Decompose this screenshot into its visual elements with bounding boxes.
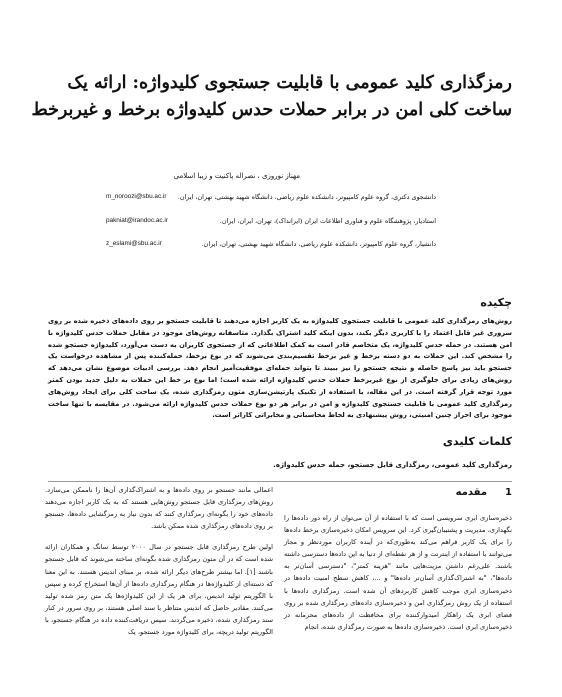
affiliation-3 (106, 240, 436, 248)
affiliation-email[interactable]: m_noroozi@sbu.ac.ir (106, 193, 167, 200)
abstract-heading: چکیده (480, 296, 512, 309)
affiliation-text: دانشیار، گروه علوم کامپیوتر، دانشکده علوم ریاضی، دانشگاه شهید بهشتی، تهران، ایران. (201, 240, 436, 248)
section-title: مقدمه (455, 487, 488, 498)
divider (48, 481, 512, 482)
affiliation-2 (106, 217, 436, 225)
intro-heading (456, 487, 512, 498)
column-left (45, 484, 273, 647)
keywords-heading: کلمات کلیدی (442, 435, 512, 448)
paragraph: اعمالی مانند جستجو بر روی داده‌ها و به اشتراک‌گذاری آن‌ها را ناممکن می‌سازد. روش‌های رمزگذاری قابل جستجو روش‌هایی هستند که به یک کاربر اجازه می‌دهند داده‌های خود را بگونه‌ای رمزگذاری کنند که بدون نیاز به رمزگشایی داده‌ها، جستجو بر روی داده‌های رمزگذاری شده ممکن باشد. (45, 486, 273, 531)
affiliation-text: دانشجوی دکتری، گروه علوم کامپیوتر، دانشکده علوم ریاضی، دانشگاه شهید بهشتی، تهران، ایران. (177, 193, 436, 201)
abstract-text: روش‌های رمزگذاری کلید عمومی با قابلیت جستجوی کلیدواژه به یک کاربر اجازه می‌دهند تا قابلیت جستجو بر روی داده‌های ذخیره شده بر روی سروری غیر قابل اعتماد را با کاربری دیگر بکند، بدون اینکه کلید اشتراک بگذارد. متاسفانه روش‌های موجود در مقابل حملات حدس کلیدواژه نا امن هستند. در حمله حدس کلیدواژه، یک متخاصم قادر است به کمک اطلاعاتی که از جستجوی کاربران به دست می‌آورد، کلیدواژه جستجو شده را مشخص کند. این حملات به دو دسته برخط و غیر برخط تقسیم‌بندی می‌شوند که در نوع برخط، حمله‌کننده پس از مشاهده درخواست یک جستجو باید نیز پاسخ حاصله و نتیجه جستجو را نیز ببیند تا بتواند حمله‌ای موفقیت‌آمیز انجام دهد. بررسی ادبیات موضوع نشان می‌دهد که روش‌های زیادی برای جلوگیری از نوع غیربرخط حملات حدس کلیدواژه ارائه شده است؛ اما نوع بر خط این حملات به دلیل جدید بودن کمتر مورد توجه قرار گرفته است. در این مقاله، با استفاده از تکنیک پارتیشن‌سازی متون رمزگذاری شده، یک ساخت کلی برای ایجاد روش‌های رمزگذاری کلید عمومی با قابلیت جستجوی کلیدواژه و امن در برابر هر دو نوع حملات حدس کلیدواژه ارائه می‌شود. در مقایسه با تنها ساخت موجود برای احراز چنین امنیتی، روش پیشنهادی به لحاظ محاسباتی و مخابراتی کاراتر است. (48, 317, 512, 420)
affiliation-1 (106, 193, 436, 201)
keywords-text: رمزگذاری کلید عمومی، رمزگذاری قابل جستجو، حمله حدس کلیدواژه. (273, 461, 512, 469)
paragraph: ذخیره‌سازی ابری سرویسی است که با استفاده از آن می‌توان از راه دور داده‌ها را نگهداری، مدیریت و پشتیبان‌گیری کرد. این سرویس امکان ذخیره‌سازی برخط داده‌ها را برای یک کاربر فراهم می‌کند به‌طوری‌که در آینده کاربران موردنظر و مجاز می‌توانند با استفاده از اینترنت و از هر نقطه‌ای از دنیا به این داده‌ها دسترسی داشته باشند. علی‌رغم داشتن مزیت‌هایی مانند "هزینه کمتر"، "دسترسی آسان‌تر به داده‌ها"، "به اشتراک‌گذاری آسان‌تر داده‌ها" و ...، کاهش سطح امنیت داده‌ها در ذخیره‌سازی ابری موجب کاهش کاربردهای آن شده است. رمزگذاری داده‌ها با استفاده از یک روش رمزگذاری امن و ذخیره‌سازی داده‌های رمزگذاری شده بر روی فضای ابری یک راهکار امیدوارکننده برای محافظت از داده‌های محرمانه در ذخیره‌سازی ابری است. ذخیره‌سازی داده‌ها به صورت رمزگذاری شده، انجام (284, 514, 512, 631)
section-number: 1 (505, 487, 512, 498)
authors: مهناز نوروزی ، نصراله پاکنیت و زیبا اسلامی (173, 172, 300, 180)
affiliation-email[interactable]: pakniat@irandoc.ac.ir (106, 217, 168, 224)
paper-title: رمزگذاری کلید عمومی با قابلیت جستجوی کلیدواژه: ارائه یک ساخت کلی امن در برابر حملات حدس کلیدواژه برخط و غیربرخط (31, 73, 512, 120)
paragraph: اولین طرح رمزگذاری قابل جستجو در سال ۲۰۰۰ توسط سانگ و همکاران ارائه شده است که در آن متون رمزگذاری شده بگونه‌ای ساخته می‌شوند که قابل جستجو باشند [۱]. اما بیشتر طرح‌های دیگر ارائه شده، بر مبنای اندیس هستند. به این معنا که دسته‌ای از کلیدواژه‌ها در هنگام رمزگذاری داده‌ها از آن‌ها استخراج کرده و سپس با الگوریتم تولید اندیس، برای هر یک از این کلیدواژه‌ها یک متن رمز شده تولید می‌کنند. مقادیر حاصل که اندیس متناظر با سند اصلی هستند، بر روی سرور در کنار سند رمزگذاری شده، ذخیره می‌گردند. سپس دریافت‌کننده داده در هنگام جستجو، با الگوریتم تولید دریچه، برای کلیدواژه مورد جستجو، یک (45, 543, 273, 637)
affiliation-text: استادیار، پژوهشگاه علوم و فناوری اطلاعات ایران (ایرانداک)، تهران، ایران، ایران. (219, 217, 436, 225)
column-right (284, 512, 512, 642)
affiliation-email[interactable]: z_eslami@sbu.ac.ir (106, 240, 162, 247)
